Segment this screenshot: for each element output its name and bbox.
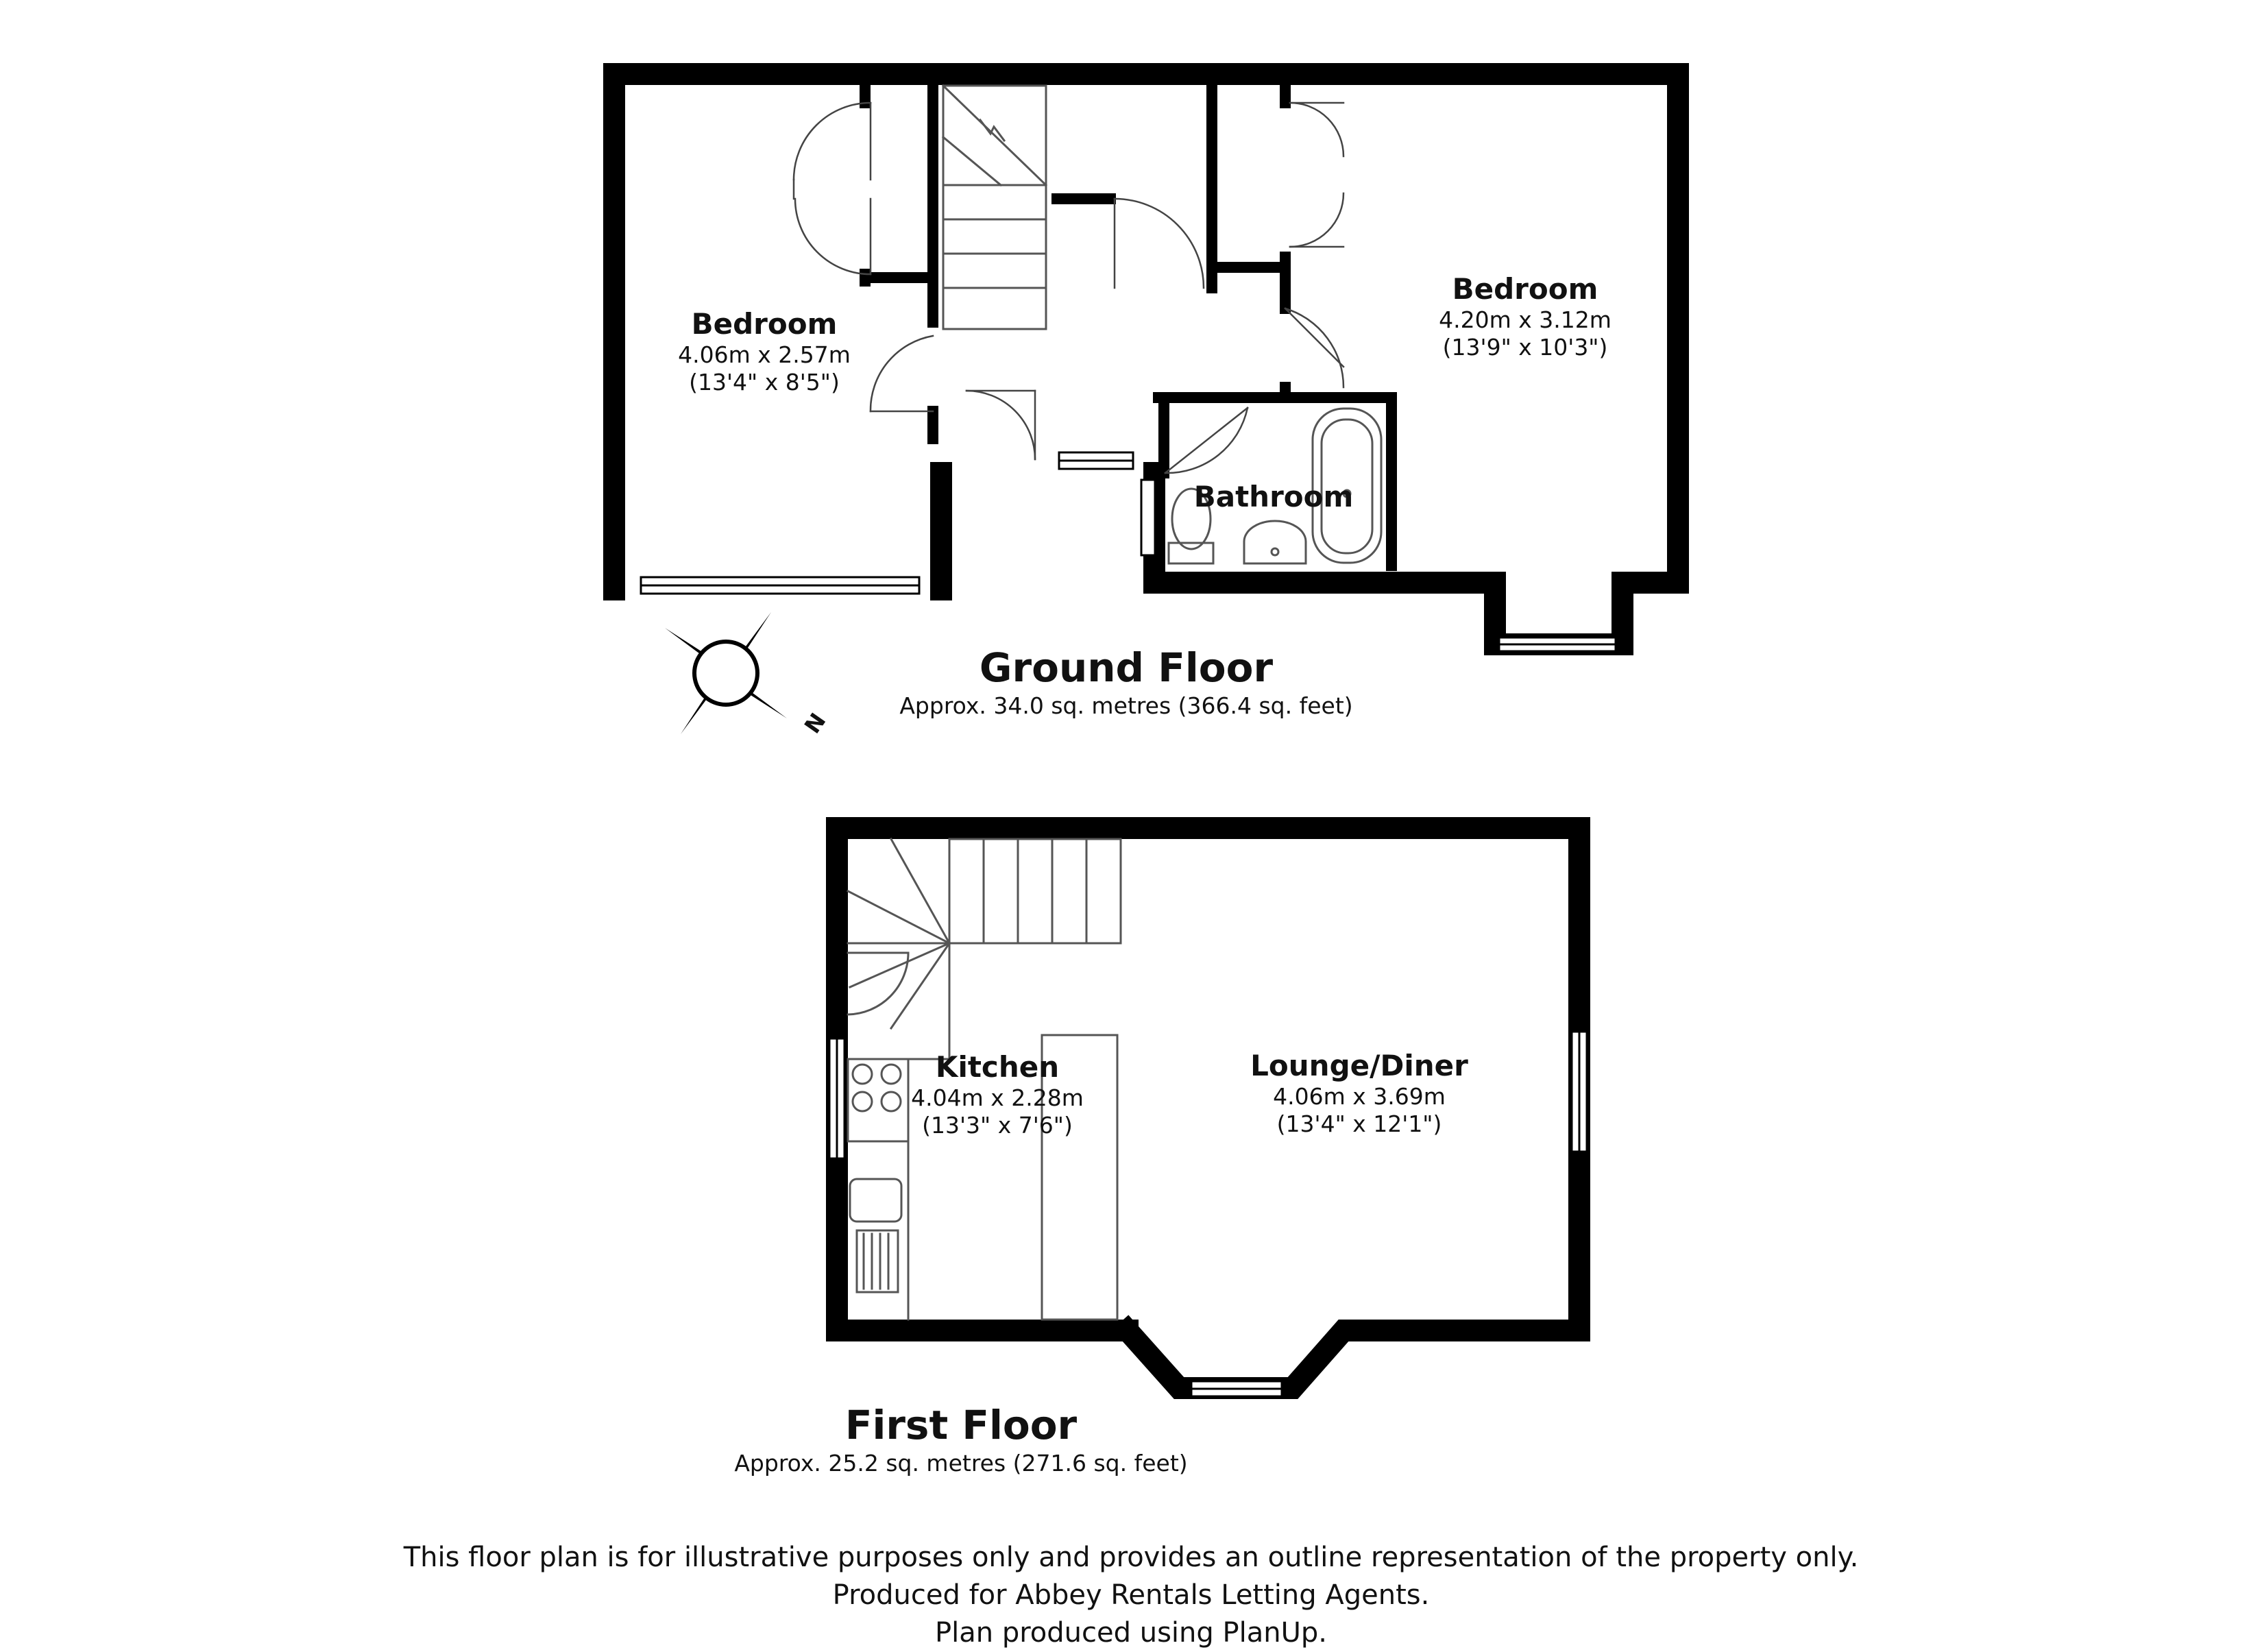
ground-floor-windows — [641, 452, 1616, 651]
room-name: Bedroom — [1452, 272, 1598, 306]
compass-rose — [665, 612, 787, 734]
ground-bedroom-right-label — [1439, 272, 1612, 361]
ground-floor-stairs — [943, 86, 1046, 329]
ground-floor-doors — [794, 103, 1343, 473]
bathroom-label — [1194, 480, 1354, 514]
room-size-imperial: (13'9" x 10'3") — [1442, 333, 1608, 361]
ground-bedroom-left-label — [678, 307, 851, 396]
room-size-metric: 4.06m x 2.57m — [678, 341, 851, 369]
room-name: Bedroom — [691, 307, 838, 341]
first-floor-title: First Floor — [844, 1402, 1078, 1448]
disclaimer-line-1: This floor plan is for illustrative purposes only and provides an outline representation of the property only. — [403, 1542, 1859, 1573]
room-size-metric: 4.04m x 2.28m — [911, 1084, 1084, 1112]
room-size-metric: 4.06m x 3.69m — [1273, 1083, 1446, 1110]
ground-floor-title-block — [899, 644, 1352, 719]
lounge-diner-label — [1250, 1049, 1468, 1138]
disclaimer-line-3: Plan produced using PlanUp. — [935, 1617, 1327, 1649]
kitchen-label — [911, 1050, 1084, 1139]
room-name: Bathroom — [1193, 480, 1354, 513]
ground-floor-area: Approx. 34.0 sq. metres (366.4 sq. feet) — [899, 692, 1353, 719]
room-name: Kitchen — [935, 1050, 1060, 1084]
room-name: Lounge/Diner — [1250, 1049, 1468, 1082]
disclaimer — [0, 1539, 2262, 1652]
room-size-imperial: (13'4" x 12'1") — [1276, 1110, 1442, 1137]
room-size-metric: 4.20m x 3.12m — [1439, 306, 1612, 334]
first-floor-title-block — [734, 1402, 1187, 1477]
first-floor-stairs — [848, 839, 1121, 1059]
room-size-imperial: (13'3" x 7'6") — [922, 1111, 1073, 1139]
first-floor-area: Approx. 25.2 sq. metres (271.6 sq. feet) — [734, 1449, 1188, 1477]
room-size-imperial: (13'4" x 8'5") — [689, 368, 840, 396]
disclaimer-line-2: Produced for Abbey Rentals Letting Agents. — [832, 1579, 1430, 1611]
compass-north-label: N — [799, 708, 831, 738]
ground-floor-title: Ground Floor — [979, 644, 1274, 691]
